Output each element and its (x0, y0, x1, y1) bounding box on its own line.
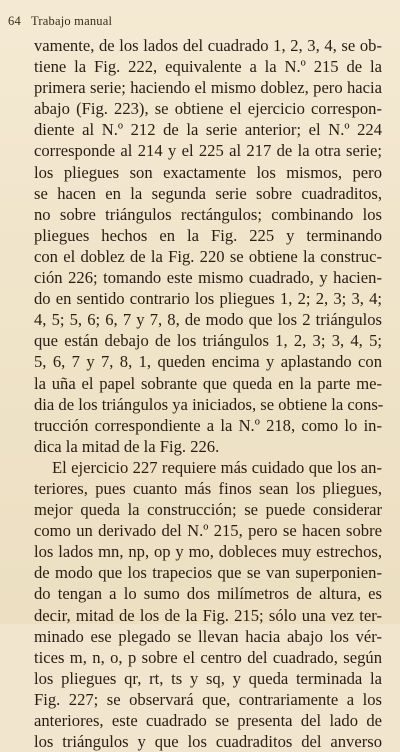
text-line: ción 226; tomando este mismo cuadrado, y hacien- (34, 268, 382, 288)
text-line: que están debajo de los triángulos 1, 2, 3; 3, 4, 5; (34, 331, 382, 351)
text-line: de modo que los trapecios que se van superponien- (34, 563, 382, 583)
text-line: tices m, n, o, p sobre el centro del cuadrado, según (34, 647, 382, 667)
text-line: corresponde al 214 y el 225 al 217 de la otra serie; (34, 141, 382, 161)
text-line: trucción correspondiente a la N.º 218, como lo in- (34, 415, 382, 435)
text-line: la uña el papel sobrante que queda en la parte me- (34, 373, 382, 393)
running-header (8, 14, 112, 29)
text-line: como un derivado del N.º 215, pero se hacen sobre (34, 521, 382, 541)
text-line: teriores, pues cuanto más finos sean los pliegues, (34, 478, 382, 498)
text-line: decir, mitad de los de la Fig. 215; sólo una vez ter- (34, 605, 382, 625)
body-text (34, 35, 382, 752)
text-line: dia de los triángulos ya iniciados, se obtiene la cons- (34, 394, 384, 414)
text-line: vamente, de los lados del cuadrado 1, 2, 3, 4, se ob- (34, 36, 382, 55)
text-line: minado ese plegado se llevan hacia abajo los vér- (34, 626, 382, 646)
text-line: anteriores, este cuadrado se presenta del lado de (34, 711, 382, 730)
text-line: tiene la Fig. 222, equivalente a la N.º 215 de la (34, 57, 382, 77)
text-line: abajo (Fig. 223), se obtiene el ejercicio correspon- (34, 99, 382, 119)
text-line: El ejercicio 227 requiere más cuidado que los an- (52, 457, 382, 477)
text-line: do tengan a lo sumo dos milímetros de altura, es (34, 584, 382, 604)
text-line: diente al N.º 212 de la serie anterior; el N.º 224 (34, 120, 382, 140)
text-line: mejor queda la construcción; se puede considerar (34, 500, 382, 520)
text-line: los pliegues son exactamente los mismos, pero (34, 162, 382, 182)
text-line: primera serie; haciendo el mismo doblez, pero hacia (34, 78, 382, 98)
text-line: los lados mn, np, op y mo, dobleces muy estrechos, (34, 542, 382, 562)
running-title: Trabajo manual (31, 14, 113, 28)
text-line: los pliegues qr, rt, ts y sq, y queda terminada la (34, 668, 382, 688)
text-line: 4, 5; 5, 6; 6, 7 y 7, 8, de modo que los 2 triángulos (34, 310, 382, 330)
text-line: con el doblez de la Fig. 220 se obtiene la construc- (34, 246, 382, 266)
text-line: no sobre triángulos rectángulos; combinando los (34, 204, 382, 224)
text-line: do en sentido contrario los pliegues 1, 2; 2, 3; 3, 4; (34, 289, 382, 309)
text-line: los triángulos y que los cuadraditos del anverso (34, 732, 382, 752)
text-line: dica la mitad de la Fig. 226. (34, 436, 220, 456)
text-line: se hacen en la segunda serie sobre cuadraditos, (34, 183, 382, 203)
text-line: Fig. 227; se observará que, contrariamente a los (34, 689, 382, 709)
text-line: 5, 6, 7 y 7, 8, 1, queden encima y aplastando con (34, 352, 382, 372)
page-number: 64 (8, 14, 21, 28)
text-line: pliegues hechos en la Fig. 225 y terminando (34, 225, 382, 245)
